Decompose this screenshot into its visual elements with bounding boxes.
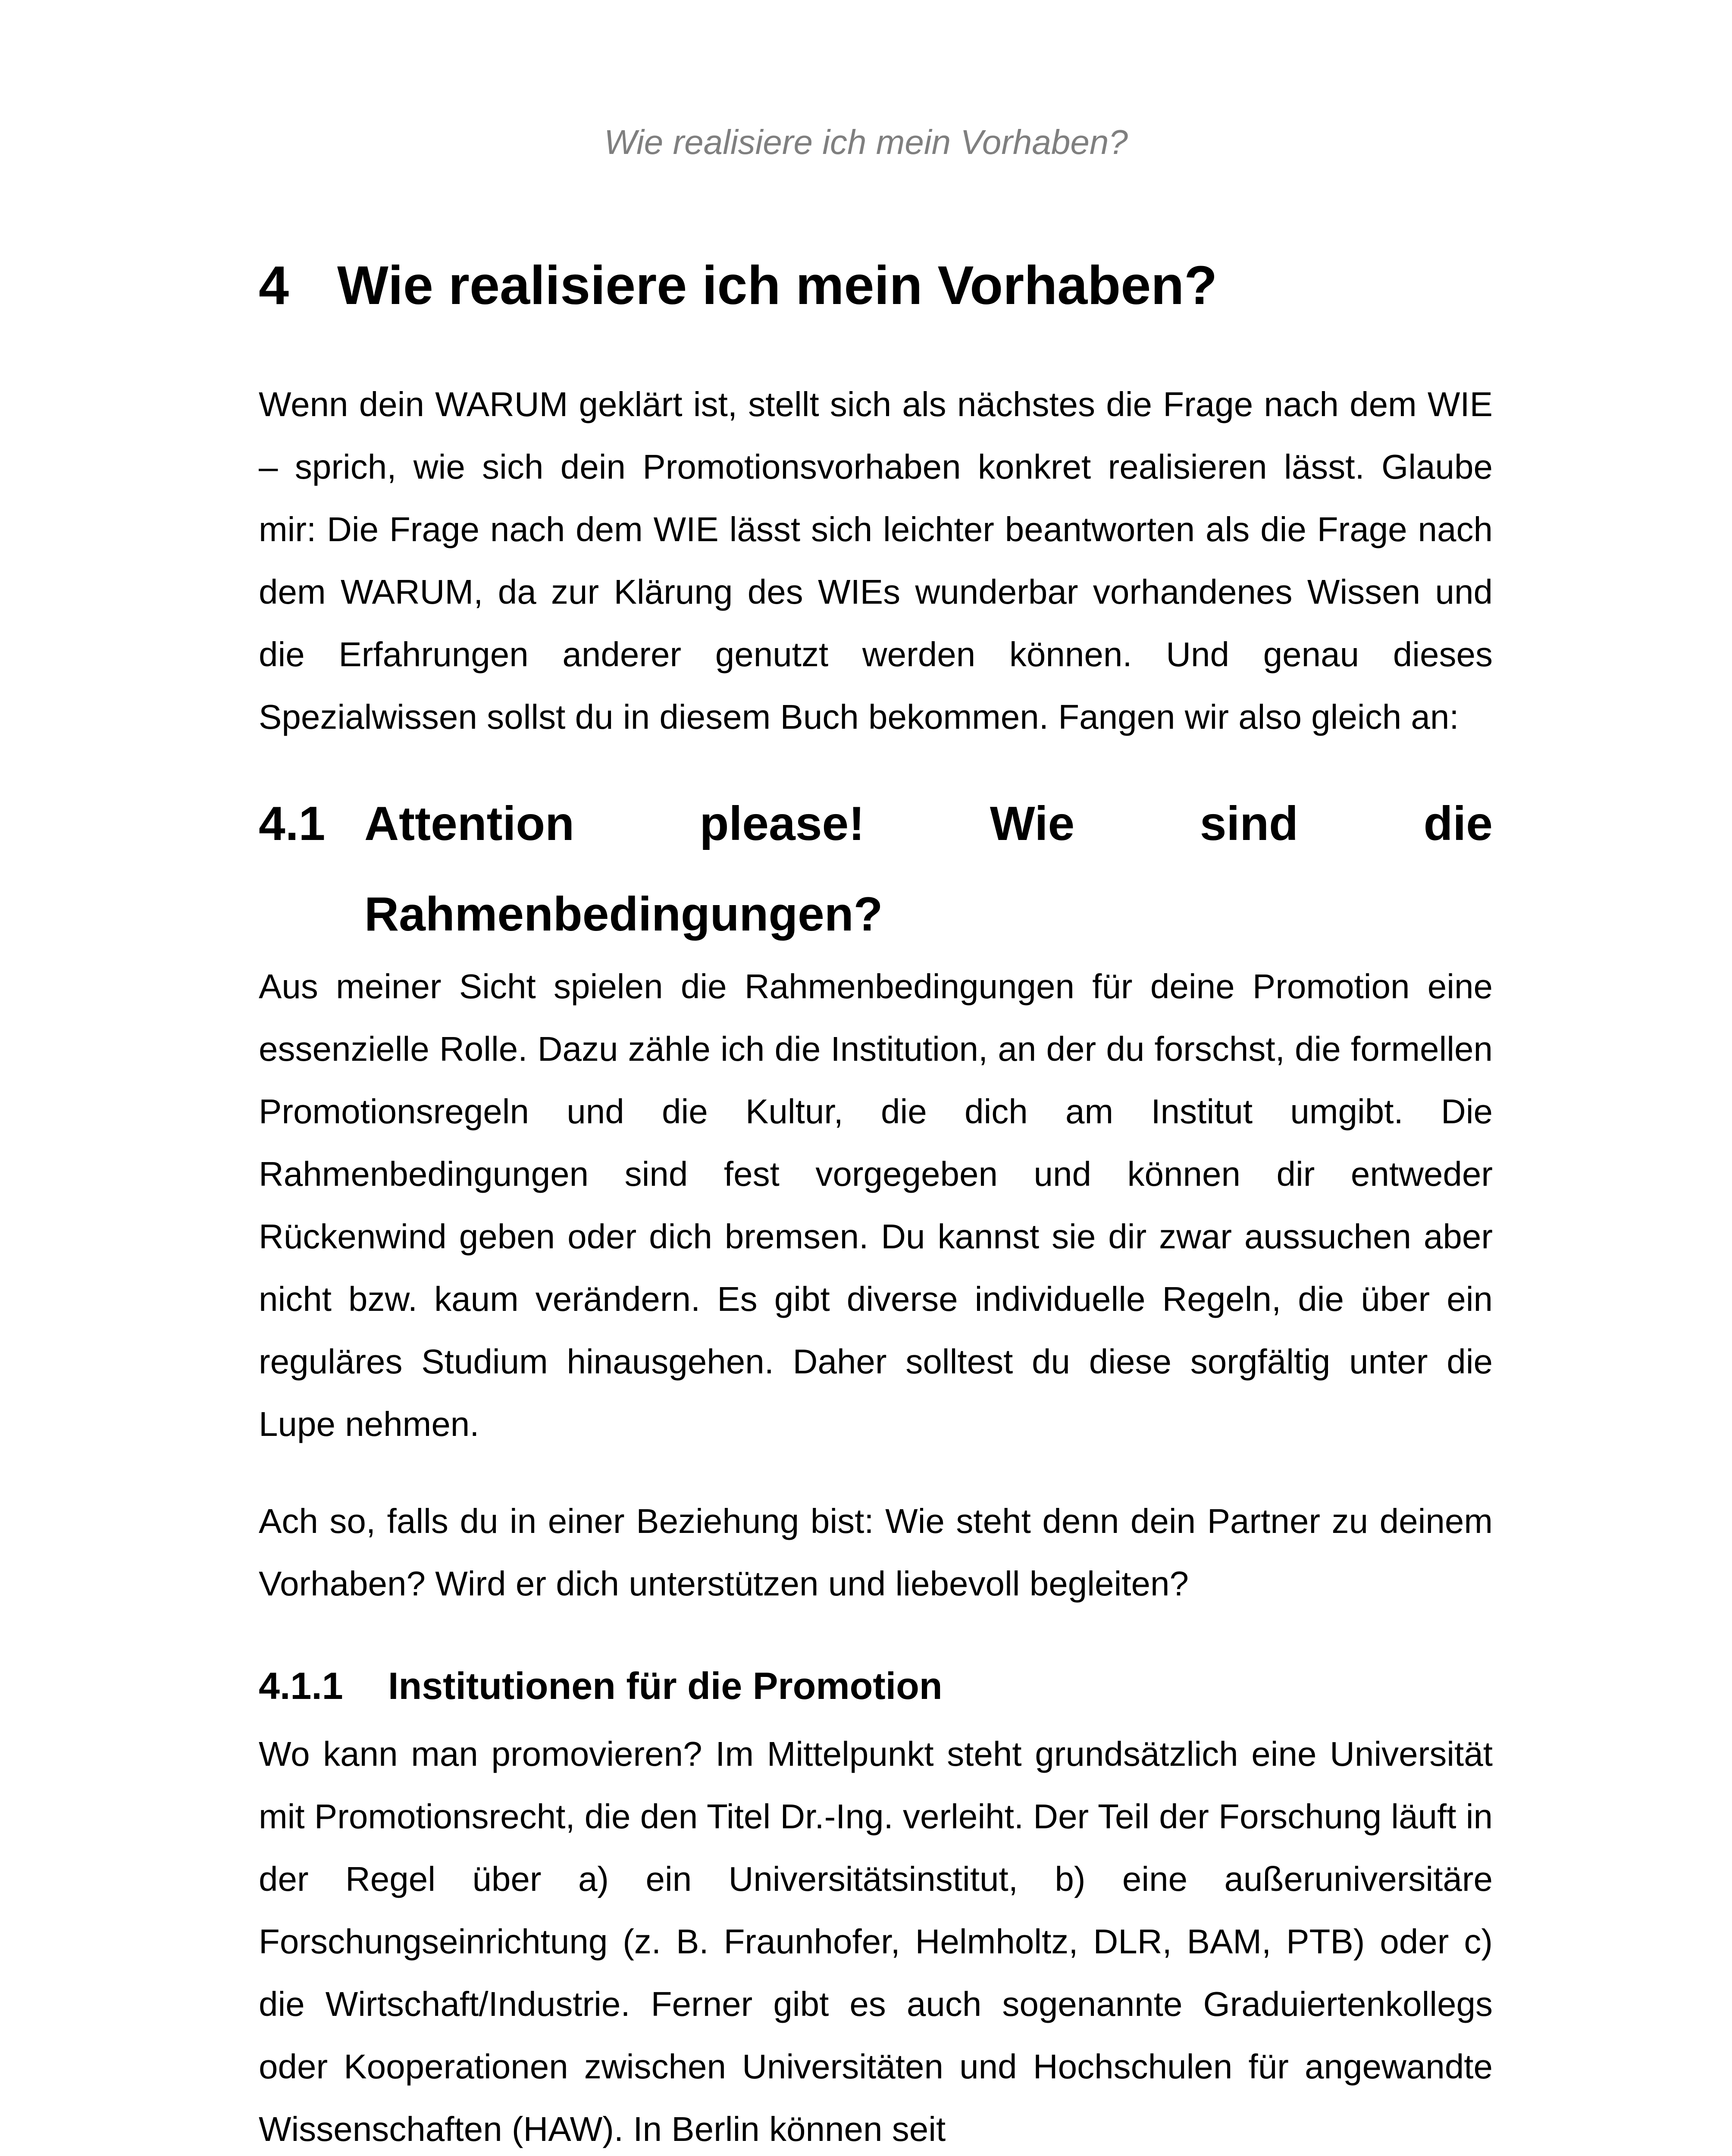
subsection-paragraph: Wo kann man promovieren? Im Mittelpunkt steht grundsätzlich eine Universität mit Promotionsrecht, die den Titel Dr.-Ing. verleiht. Der Teil der Forschung läuft in der Regel über a) ein Universitätsinstitut, b) eine außeruniversitäre Forschungseinrichtung (z. B. Fraunhofer, Helmholtz, DLR, BAM, PTB) oder c) die Wirtschaft/Industrie. Ferner gibt es auch sogenannte Graduiertenkollegs oder Kooperationen zwischen Universitäten und Hochschulen für angewandte Wissenschaften (HAW). In Berlin können seit: [259, 1734, 1493, 2148]
chapter-number: 4: [259, 255, 289, 316]
section-paragraph-1: Aus meiner Sicht spielen die Rahmenbedingungen für deine Promotion eine essenzielle Rolle. Dazu zähle ich die Institution, an der du forschst, die formellen Promotionsregeln und die Kultur, die dich am Institut umgibt. Die Rahmenbedingungen sind fest vorgegeben und können dir entweder Rückenwind geben oder dich bremsen. Du kannst sie dir zwar aussuchen aber nicht bzw. kaum verändern. Es gibt diverse individuelle Regeln, die über ein reguläres Studium hinausgehen. Daher solltest du diese sorgfältig unter die Lupe nehmen.: [259, 967, 1493, 1443]
section-heading: [259, 778, 1493, 959]
chapter-title: Wie realisiere ich mein Vorhaben?: [337, 255, 1218, 316]
section-title-word: Attention: [364, 796, 575, 850]
section-title-word: Wie: [990, 796, 1075, 850]
subsection-number: 4.1.1: [259, 1664, 343, 1707]
page-content: [259, 254, 1493, 2156]
section-title-line-1: [364, 778, 1493, 869]
section-title-word: please!: [699, 796, 865, 850]
chapter-heading: [259, 254, 1493, 317]
subsection-title: Institutionen für die Promotion: [388, 1664, 943, 1707]
section-paragraph-2: Ach so, falls du in einer Beziehung bist: Wie steht denn dein Partner zu deinem Vorhaben? Wird er dich unterstützen und liebevoll begleiten?: [259, 1501, 1493, 1603]
section-title-word: sind: [1200, 796, 1298, 850]
subsection-heading: [259, 1660, 1493, 1712]
section-title-word: die: [1423, 796, 1493, 850]
section-title-line-2: Rahmenbedingungen?: [364, 887, 883, 941]
running-header: Wie realisiere ich mein Vorhaben?: [604, 123, 1128, 161]
section-number: 4.1: [259, 796, 326, 850]
section-title: [364, 778, 1493, 959]
chapter-intro-paragraph: Wenn dein WARUM geklärt ist, stellt sich als nächstes die Frage nach dem WIE – sprich, wie sich dein Promotionsvorhaben konkret realisieren lässt. Glaube mir: Die Frage nach dem WIE lässt sich leichter beantworten als die Frage nach dem WARUM, da zur Klärung des WIEs wunderbar vorhandenes Wissen und die Erfahrungen anderer genutzt werden können. Und genau dieses Spezialwissen sollst du in diesem Buch bekommen. Fangen wir also gleich an:: [259, 385, 1493, 736]
